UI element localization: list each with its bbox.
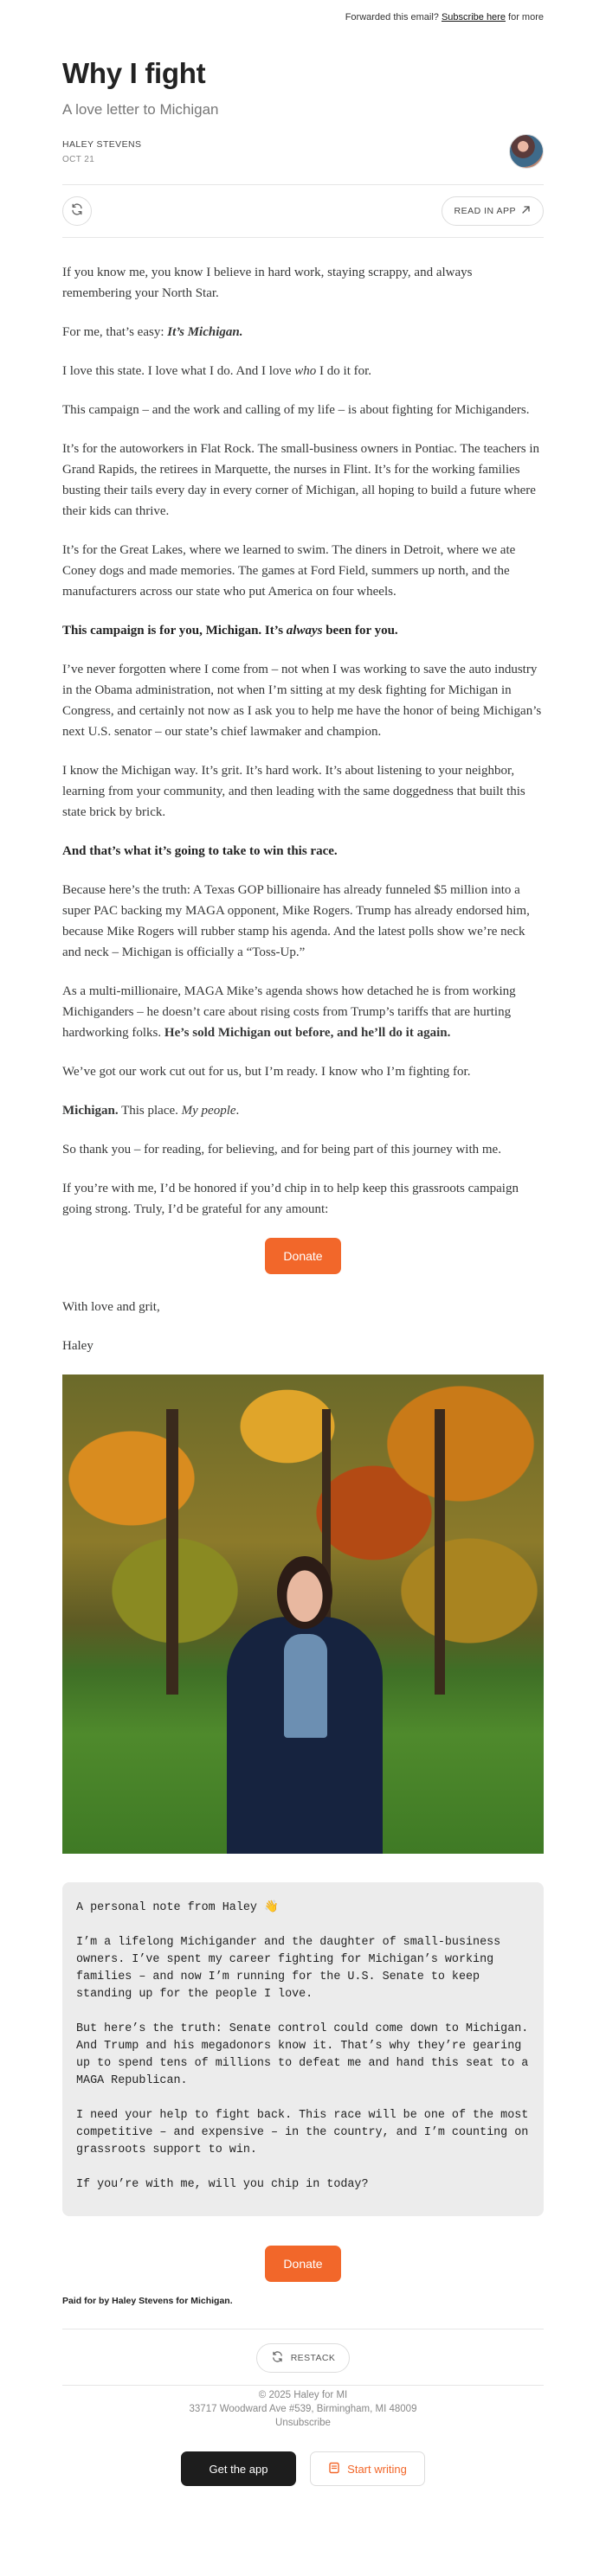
personal-note-box [62, 1882, 544, 2216]
donate-row [62, 1238, 544, 1274]
restack-button[interactable] [256, 2343, 351, 2373]
haley-photo[interactable] [62, 1375, 544, 1854]
paragraph: Because here’s the truth: A Texas GOP billionaire has already funneled $5 million into a super PAC backing my MAGA opponent, Mike Rogers. Trump has already endorsed him, because Mike Rogers will rubber stamp his agenda. And the latest polls show we’re neck and neck – Michigan is officially a “Toss-Up.” [62, 883, 530, 959]
author-name[interactable]: HALEY STEVENS [62, 139, 142, 150]
copyright: © 2025 Haley for MI [258, 2390, 348, 2400]
note-paragraph: I need your help to fight back. This race will be one of the most competitive – and expensive – in the country, and I’m counting on grassroots support to win. [76, 2109, 536, 2156]
note-paragraph: If you’re with me, will you chip in today? [76, 2178, 369, 2191]
note-paragraph: But here’s the truth: Senate control could come down to Michigan. And Trump and his megadonors know it. That’s why they’re gearing up to spend tens of millions to defeat me and hand this seat to a MAGA Republican. [76, 2022, 536, 2087]
paragraph: For me, that’s easy: It’s Michigan. [62, 325, 243, 339]
post-body [62, 262, 544, 1356]
paragraph: We’ve got our work cut out for us, but I’m ready. I know who I’m fighting for. [62, 1065, 471, 1079]
paragraph: If you know me, you know I believe in hard work, staying scrappy, and always remembering your North Star. [62, 266, 473, 300]
donate-button[interactable]: Donate [265, 1238, 341, 1274]
signoff: With love and grit, [62, 1300, 160, 1314]
subscribe-link[interactable]: Subscribe here [441, 12, 506, 22]
read-in-app-button[interactable] [442, 196, 544, 226]
paragraph: I’ve never forgotten where I come from – not when I was working to save the auto industry in the Obama administration, not when I’m sitting at my desk fighting for Michigan in Congress, and certainly not now as I ask you to help me have the honor of being Michigan’s next U.S. senator – our state’s chief lawmaker and champion. [62, 663, 542, 739]
note-paragraph: I’m a lifelong Michigander and the daughter of small-business owners. I’ve spent my career fighting for Michigan’s working families – and now I’m running for the U.S. Senate to keep standing up for the people I love. [76, 1936, 508, 2001]
paragraph: It’s for the Great Lakes, where we learned to swim. The diners in Detroit, where we ate Coney dogs and made memories. The games at Ford Field, summers up north, and the manufacturers across our state who put America on four wheels. [62, 543, 516, 599]
restack-icon [271, 2350, 284, 2366]
external-arrow-icon [521, 205, 531, 217]
paragraph: So thank you – for reading, for believing, and for being part of this journey with me. [62, 1143, 501, 1157]
pen-icon [328, 2462, 340, 2477]
app-buttons [62, 2451, 544, 2486]
divider [62, 2385, 544, 2386]
post-title[interactable]: Why I fight [62, 57, 206, 89]
paragraph: Michigan. This place. My people. [62, 1104, 240, 1118]
note-heading: A personal note from Haley 👋 [76, 1901, 279, 1914]
paragraph: I know the Michigan way. It’s grit. It’s hard work. It’s about listening to your neighbor, learning from your community, and then leading with the same doggedness that built this state brick by brick. [62, 764, 525, 819]
post-subtitle: A love letter to Michigan [62, 101, 219, 118]
restack-label: RESTACK [290, 2353, 336, 2363]
paragraph: If you’re with me, I’d be honored if you’d chip in to help keep this grassroots campaign going strong. Truly, I’d be grateful for any amount: [62, 1182, 519, 1216]
author-avatar[interactable] [509, 134, 544, 169]
paragraph: This campaign – and the work and calling of my life – is about fighting for Michiganders. [62, 403, 530, 417]
paragraph-bold: And that’s what it’s going to take to win this race. [62, 844, 338, 858]
byline [62, 134, 544, 169]
footer [62, 2388, 544, 2430]
read-in-app-label: READ IN APP [454, 206, 516, 216]
signature: Haley [62, 1339, 93, 1353]
donate-row-2 [62, 2246, 544, 2282]
paragraph: I love this state. I love what I do. And I love who I do it for. [62, 364, 372, 378]
paragraph: As a multi-millionaire, MAGA Mike’s agenda shows how detached he is from working Michiganders – he doesn’t care about rising costs from Trump’s tariffs that are hurting hardworking folks. He’s sold Michigan out before, and he’ll do it again. [62, 984, 516, 1040]
restack-circle-button[interactable] [62, 196, 92, 226]
divider [62, 237, 544, 238]
restack-row [62, 2343, 544, 2373]
paid-for-disclaimer: Paid for by Haley Stevens for Michigan. [62, 2296, 233, 2306]
donate-button-2[interactable]: Donate [265, 2246, 341, 2282]
forward-prefix: Forwarded this email? [345, 12, 439, 22]
start-writing-label: Start writing [347, 2462, 407, 2476]
unsubscribe-link[interactable]: Unsubscribe [275, 2418, 331, 2428]
forward-banner [0, 0, 606, 26]
byline-text [62, 138, 141, 164]
mailing-address: 33717 Woodward Ave #539, Birmingham, MI 48009 [189, 2404, 417, 2414]
start-writing-button[interactable] [310, 2451, 425, 2486]
content-column [62, 56, 544, 2486]
action-bar [62, 185, 544, 237]
forward-suffix: for more [508, 12, 544, 22]
paragraph-bold: This campaign is for you, Michigan. It’s always been for you. [62, 624, 398, 638]
paragraph: It’s for the autoworkers in Flat Rock. The small-business owners in Pontiac. The teachers in Grand Rapids, the retirees in Marquette, the nurses in Flint. It’s for the working families busting their tails every day in every corner of Michigan, all hoping to build a future where their kids can thrive. [62, 442, 540, 518]
post-date: OCT 21 [62, 155, 95, 164]
refresh-icon [70, 202, 84, 221]
get-the-app-button[interactable]: Get the app [181, 2451, 296, 2486]
